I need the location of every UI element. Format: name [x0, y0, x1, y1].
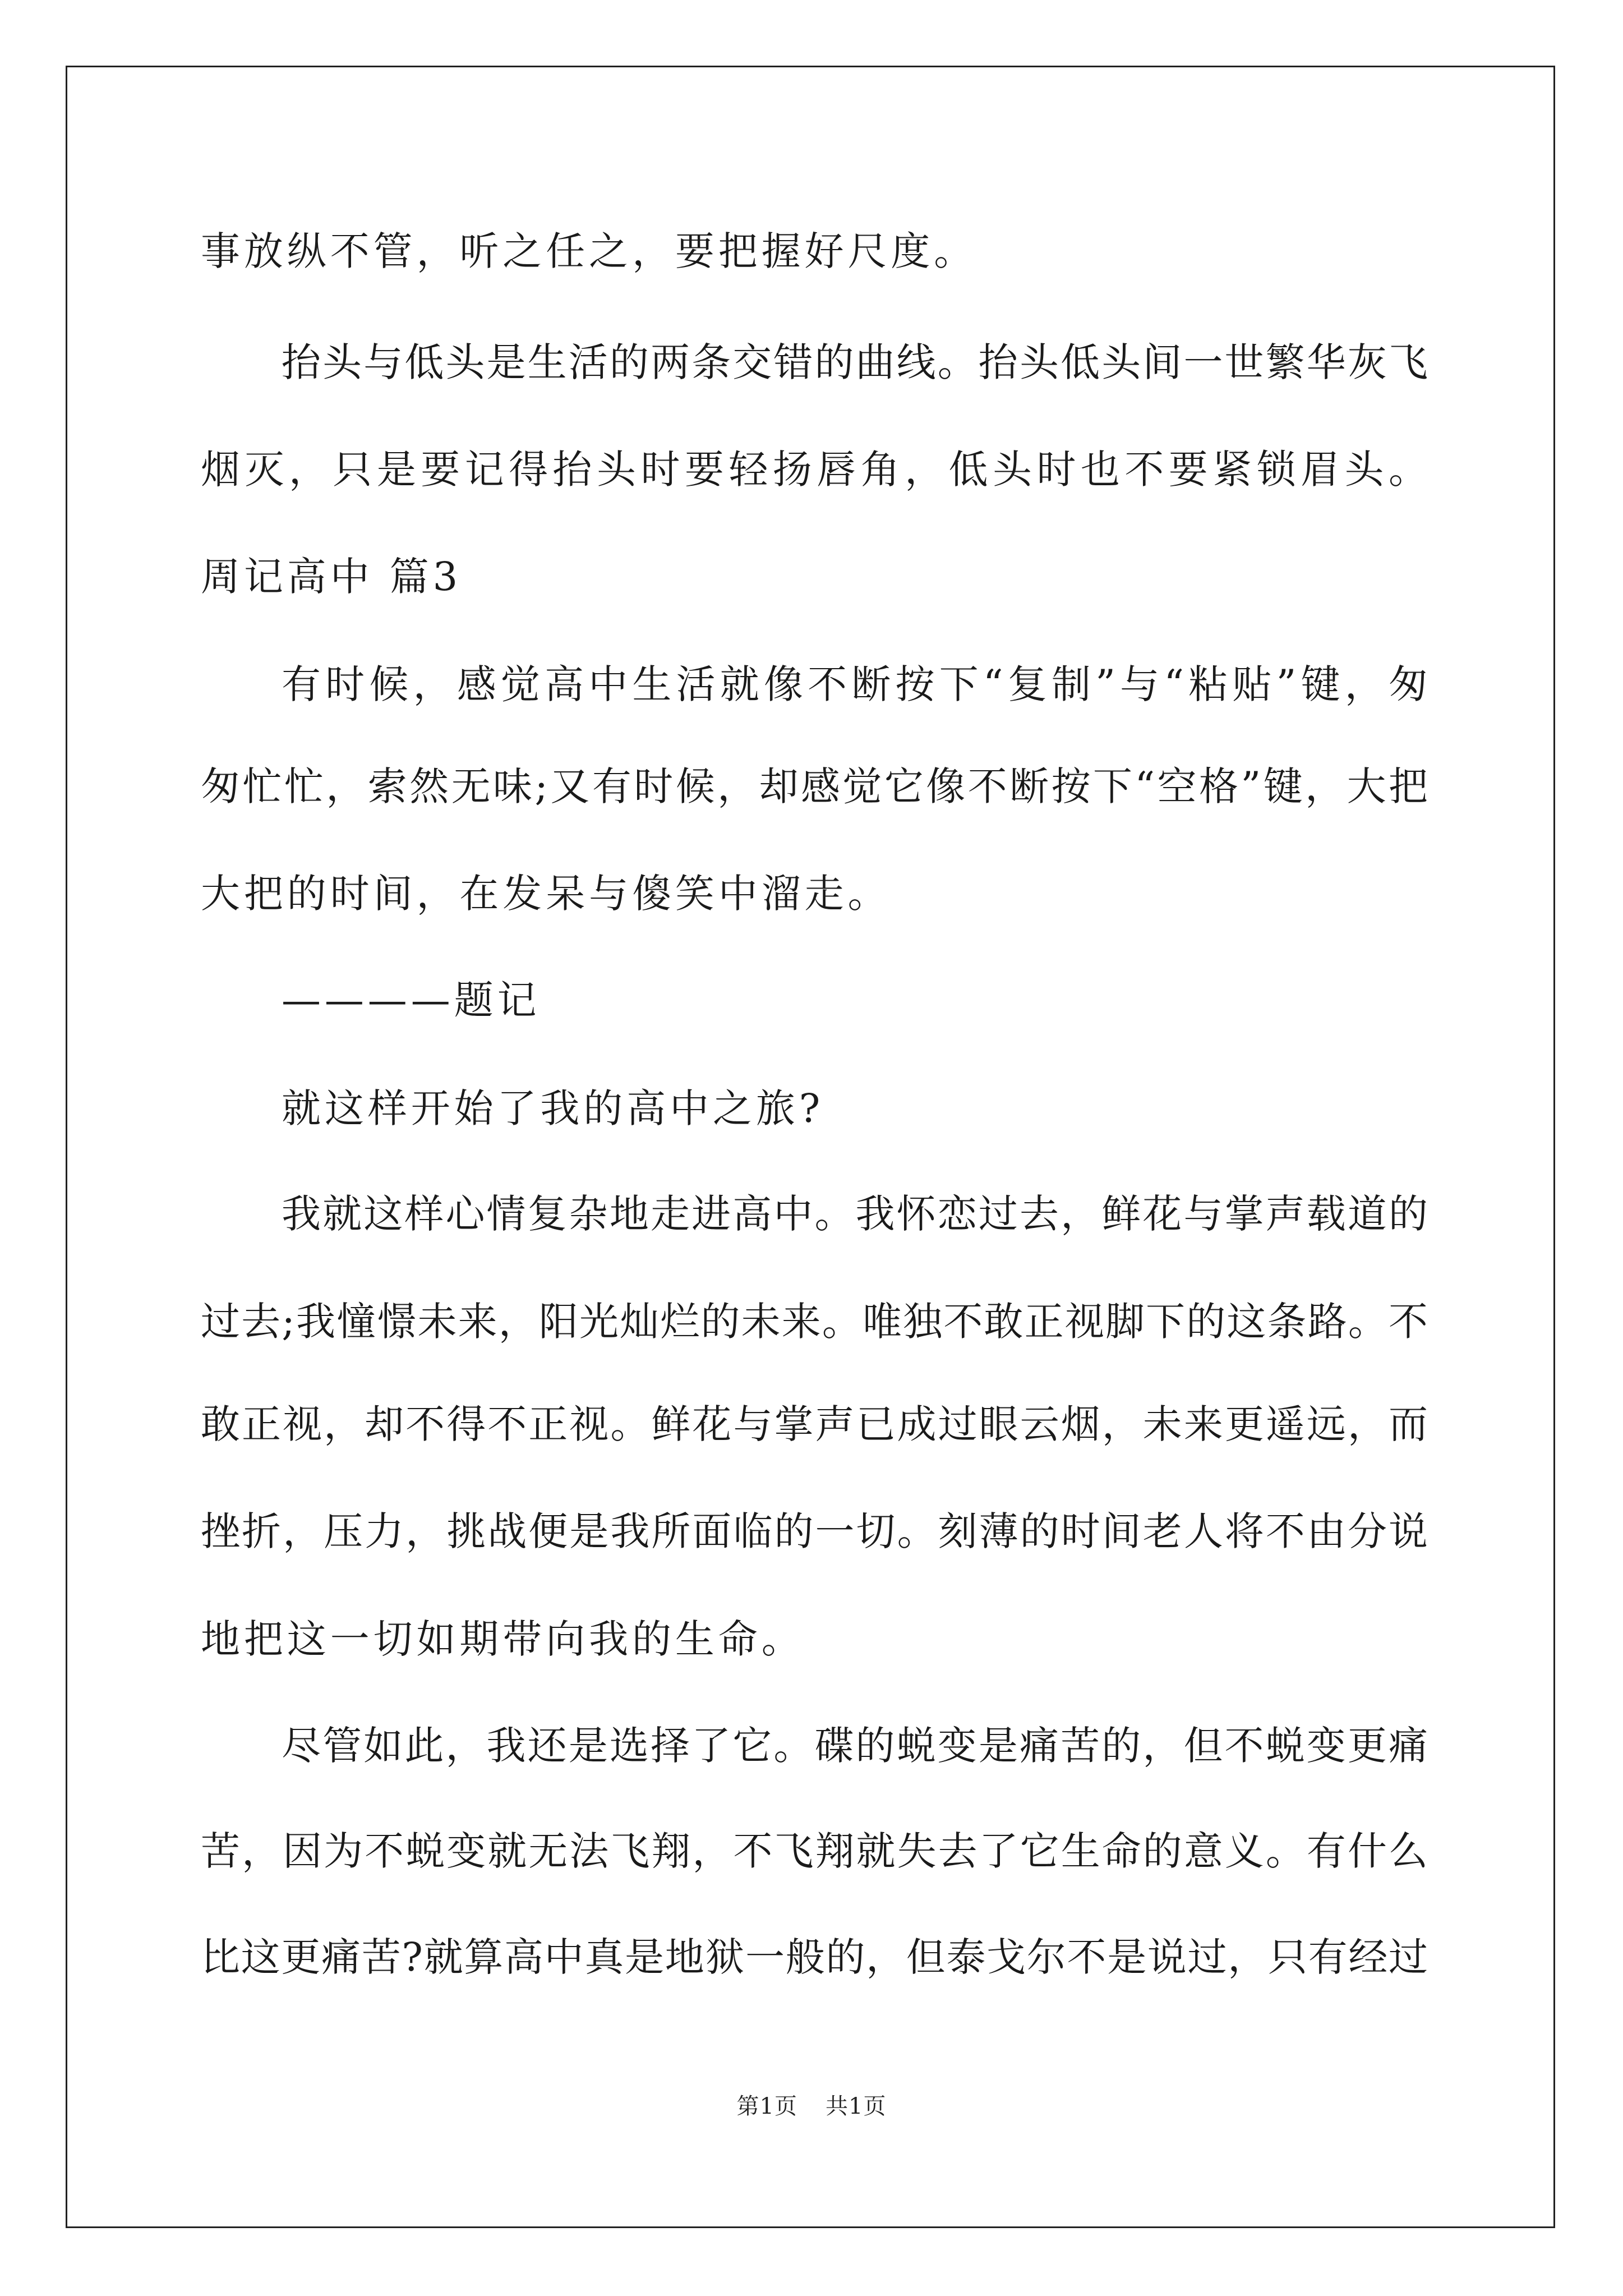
body-line: 匆忙忙，索然无味;又有时候，却感觉它像不断按下“空格”键，大把 [201, 763, 1428, 809]
body-line: 就这样开始了我的高中之旅? [282, 1085, 824, 1131]
body-line: 烟灭，只是要记得抬头时要轻扬唇角，低头时也不要紧锁眉头。 [201, 447, 1428, 493]
page-number-current: 第1页 [736, 2093, 797, 2119]
page-number-total: 共1页 [826, 2093, 887, 2119]
body-line: 大把的时间，在发呆与傻笑中溜走。 [201, 871, 891, 917]
body-line: 尽管如此，我还是选择了它。碟的蜕变是痛苦的，但不蜕变更痛 [282, 1723, 1428, 1769]
epigraph-attribution: ————题记 [282, 977, 541, 1023]
body-line: 地把这一切如期带向我的生命。 [201, 1616, 805, 1662]
body-line: 苦，因为不蜕变就无法飞翔，不飞翔就失去了它生命的意义。有什么 [201, 1828, 1428, 1874]
body-line: 事放纵不管，听之任之，要把握好尺度。 [201, 228, 978, 274]
body-line: 敢正视，却不得不正视。鲜花与掌声已成过眼云烟，未来更遥远，而 [201, 1401, 1428, 1447]
section-heading: 周记高中 篇3 [201, 554, 462, 600]
page-footer [0, 2090, 1623, 2123]
body-line: 我就这样心情复杂地走进高中。我怀恋过去，鲜花与掌声载道的 [282, 1191, 1428, 1237]
body-line: 有时候，感觉高中生活就像不断按下“复制”与“粘贴”键，匆 [282, 661, 1428, 707]
body-line: 过去;我憧憬未来，阳光灿烂的未来。唯独不敢正视脚下的这条路。不 [201, 1299, 1428, 1345]
body-line: 比这更痛苦?就算高中真是地狱一般的，但泰戈尔不是说过，只有经过 [201, 1934, 1428, 1980]
body-line: 挫折，压力，挑战便是我所面临的一切。刻薄的时间老人将不由分说 [201, 1508, 1428, 1554]
body-line: 抬头与低头是生活的两条交错的曲线。抬头低头间一世繁华灰飞 [282, 339, 1428, 385]
